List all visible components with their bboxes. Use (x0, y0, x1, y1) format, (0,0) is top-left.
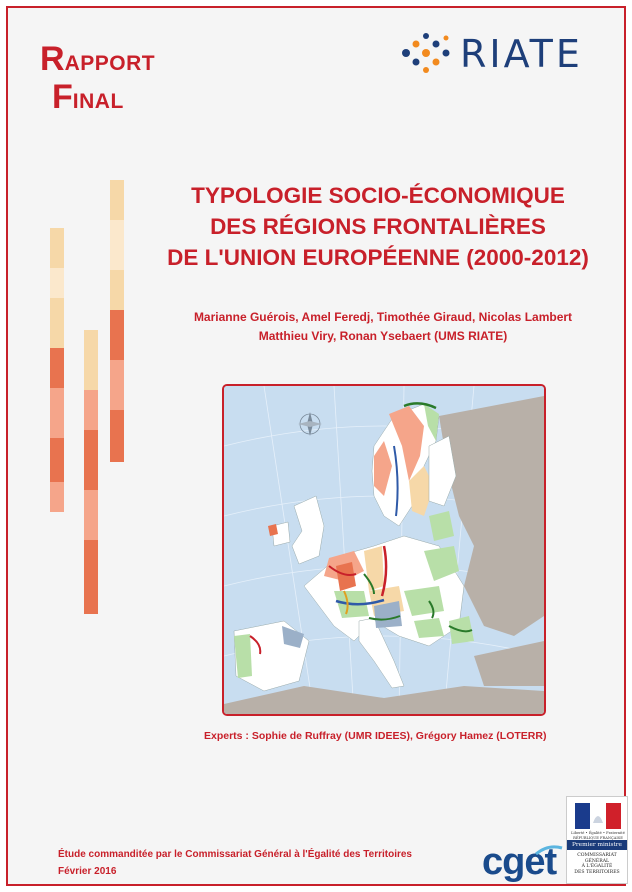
strip-left (50, 228, 64, 512)
cget-logo (482, 842, 566, 886)
riate-logo (400, 30, 620, 76)
french-flag-icon (575, 803, 621, 829)
authors-line-1: Marianne Guérois, Amel Feredj, Timothée Giraud, Nicolas Lambert (193, 310, 573, 324)
europe-map-svg (224, 386, 544, 714)
commission-note (58, 846, 412, 880)
riate-dots-icon (400, 32, 452, 74)
title-line-2: DES RÉGIONS FRONTALIÈRES (210, 214, 546, 239)
authors (148, 308, 618, 346)
premier-ministre-label: Premier ministre (567, 840, 627, 850)
commission-text: Étude commanditée par le Commissariat Général à l'Égalité des Territoires (58, 849, 412, 860)
republique-label: Liberté • Égalité • Fraternité RÉPUBLIQUE FRANÇAISE (571, 831, 625, 840)
strip-right (110, 180, 124, 462)
decorative-map-strips (48, 168, 138, 618)
publication-date: Février 2016 (58, 866, 117, 877)
report-type-label (40, 42, 155, 114)
report-title (128, 180, 628, 273)
government-logo-block (566, 796, 628, 884)
strip-middle (84, 330, 98, 614)
riate-logo-text: RIATE (460, 32, 583, 76)
cget-swoosh-icon (534, 844, 564, 858)
title-line-3: DE L'UNION EUROPÉENNE (2000-2012) (167, 245, 589, 270)
cget-logo-text: cget (482, 841, 557, 883)
authors-line-2: Matthieu Viry, Ronan Ysebaert (UMS RIATE) (258, 329, 508, 343)
rapport-word: RAPPORT (40, 40, 156, 78)
experts-credit: Experts : Sophie de Ruffray (UMR IDEES), Grégory Hamez (LOTERR) (204, 730, 547, 742)
cget-full-name: COMMISSARIAT GÉNÉRAL À L'ÉGALITÉ DES TERRITOIRES (574, 853, 620, 875)
title-line-1: TYPOLOGIE SOCIO-ÉCONOMIQUE (191, 183, 565, 208)
europe-typology-map (222, 384, 546, 716)
report-cover (6, 6, 626, 886)
final-word: FINAL (52, 78, 124, 116)
